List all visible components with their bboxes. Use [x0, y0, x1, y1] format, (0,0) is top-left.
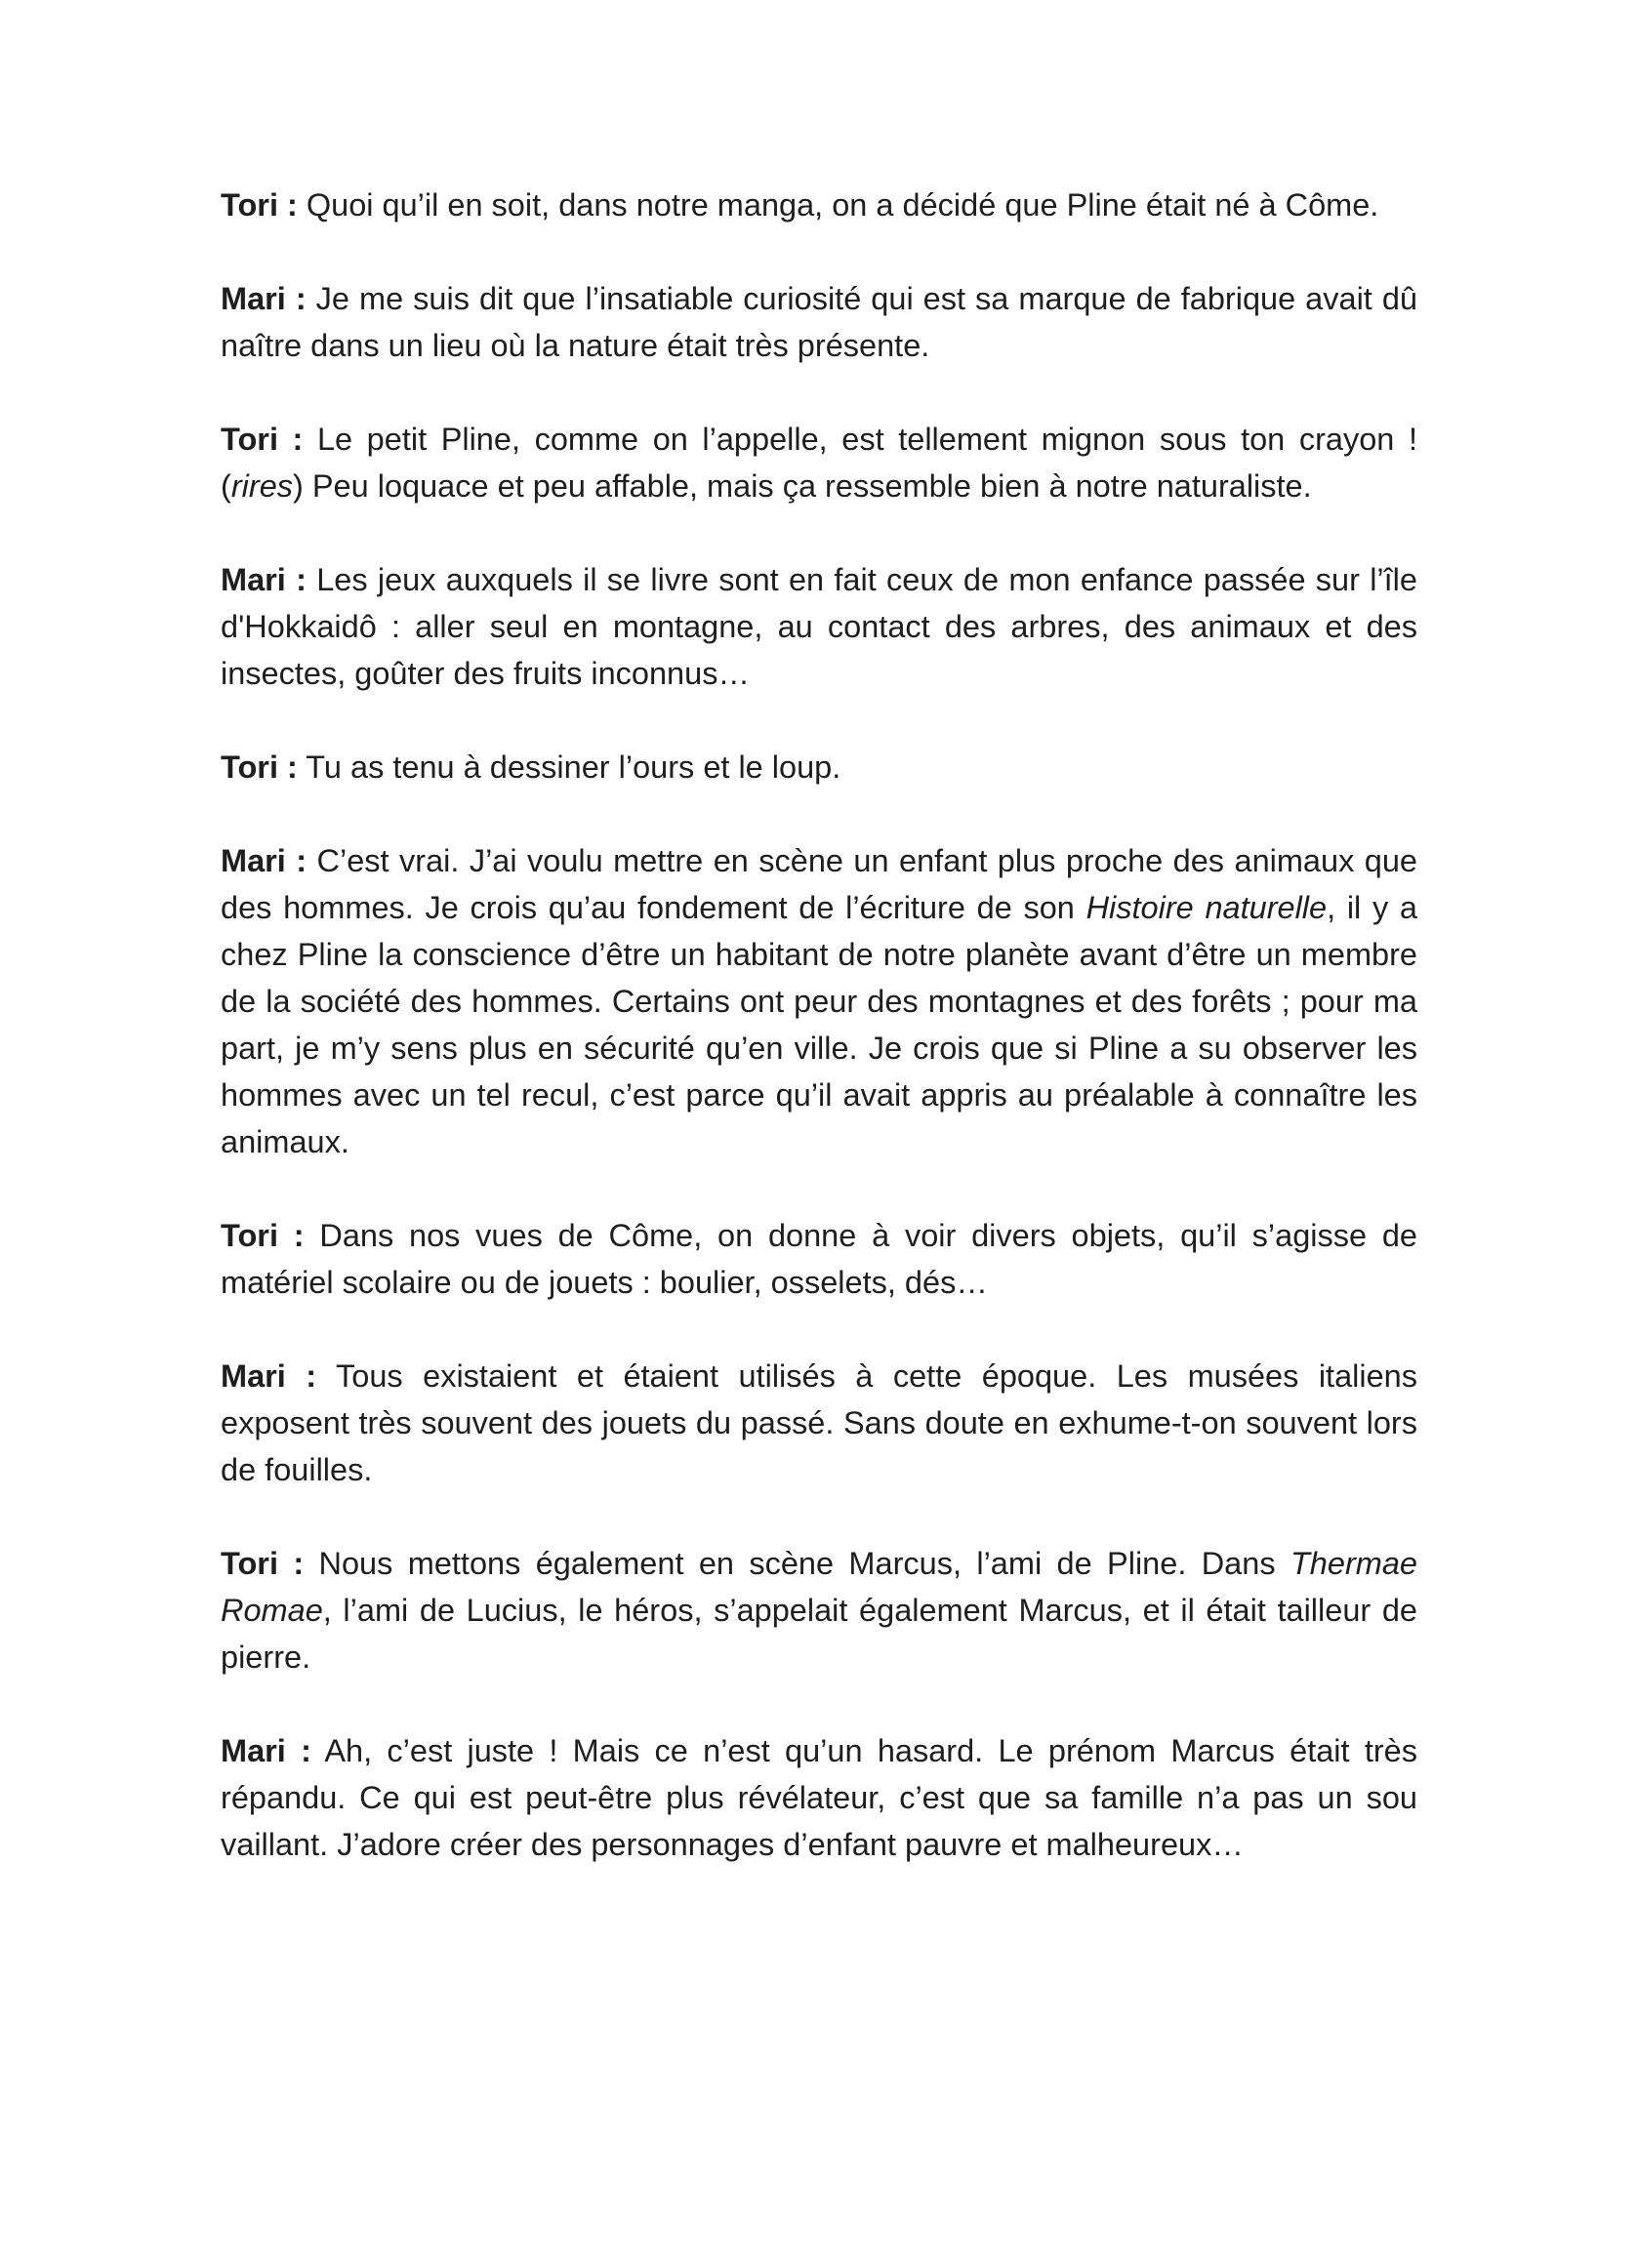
speaker-label: Tori : — [221, 1546, 305, 1581]
dialogue-paragraph — [221, 556, 1417, 697]
paragraph-text: Nous mettons également en scène Marcus, l’ami de Pline. Dans — [304, 1546, 1290, 1581]
dialogue-paragraph — [221, 182, 1417, 228]
paragraph-text: Dans nos vues de Côme, on donne à voir divers objets, qu’il s’agisse de matériel scolaire ou de jouets : boulier, osselets, dés… — [221, 1218, 1418, 1300]
speaker-label: Mari : — [221, 1358, 317, 1394]
paragraph-text: ) Peu loquace et peu affable, mais ça ressemble bien à notre naturaliste. — [293, 468, 1312, 504]
italic-title-text: Thermae Romae — [221, 1546, 1417, 1628]
speaker-label: Mari : — [221, 281, 307, 316]
dialogue-paragraph — [221, 837, 1417, 1165]
dialogue-paragraph — [221, 275, 1417, 369]
dialogue-paragraph — [221, 1212, 1417, 1306]
paragraph-text: , l’ami de Lucius, le héros, s’appelait également Marcus, et il était tailleur de pierre. — [221, 1593, 1417, 1675]
dialogue-paragraph — [221, 416, 1417, 509]
dialogue-paragraph — [221, 1727, 1417, 1868]
speaker-label: Mari : — [221, 843, 307, 878]
speaker-label: Tori : — [221, 187, 298, 223]
dialogue-paragraph — [221, 744, 1417, 790]
dialogue-paragraph — [221, 1540, 1417, 1681]
speaker-label: Tori : — [221, 749, 298, 785]
paragraph-text: Je me suis dit que l’insatiable curiosité qui est sa marque de fabrique avait dû naître dans un lieu où la nature était très présente. — [221, 281, 1417, 363]
paragraph-text: Les jeux auxquels il se livre sont en fait ceux de mon enfance passée sur l’île d'Hokkaidô : aller seul en montagne, au contact des arbres, des animaux et des insectes, goûter des fruits inconnus… — [221, 562, 1417, 691]
paragraph-text: Ah, c’est juste ! Mais ce n’est qu’un hasard. Le prénom Marcus était très répandu. Ce qui est peut-être plus révélateur, c’est que sa famille n’a pas un sou vaillant. J’adore créer des personnages d’enfant pauvre et malheureux… — [221, 1733, 1417, 1862]
speaker-label: Mari : — [221, 1733, 311, 1768]
dialogue-paragraph — [221, 1353, 1417, 1493]
speaker-label: Tori : — [221, 1218, 305, 1253]
paragraph-text: Tu as tenu à dessiner l’ours et le loup. — [297, 749, 841, 785]
speaker-label: Mari : — [221, 562, 307, 597]
paragraph-text: , il y a chez Pline la conscience d’être un habitant de notre planète avant d’être un membre de la société des hommes. Certains ont peur des montagnes et des forêts ; pour ma part, je m’y sens plus en sécurité qu’en ville. Je crois que si Pline a su observer les hommes avec un tel recul, c’est parce qu’il avait appris au préalable à connaître les animaux. — [221, 890, 1417, 1159]
italic-title-text: Histoire naturelle — [1085, 890, 1328, 925]
speaker-label: Tori : — [221, 422, 304, 457]
paragraph-text: Tous existaient et étaient utilisés à cette époque. Les musées italiens exposent très souvent des jouets du passé. Sans doute en exhume-t-on souvent lors de fouilles. — [221, 1358, 1417, 1487]
paragraph-text: Quoi qu’il en soit, dans notre manga, on a décidé que Pline était né à Côme. — [297, 187, 1379, 223]
italic-title-text: rires — [230, 468, 294, 504]
paragraph-text: Le petit Pline, comme on l’appelle, est tellement mignon sous ton crayon ! ( — [221, 422, 1417, 504]
paragraph-text: C’est vrai. J’ai voulu mettre en scène un enfant plus proche des animaux que des hommes. Je crois qu’au fondement de l’écriture de son — [221, 843, 1417, 925]
document-page — [221, 182, 1417, 1915]
